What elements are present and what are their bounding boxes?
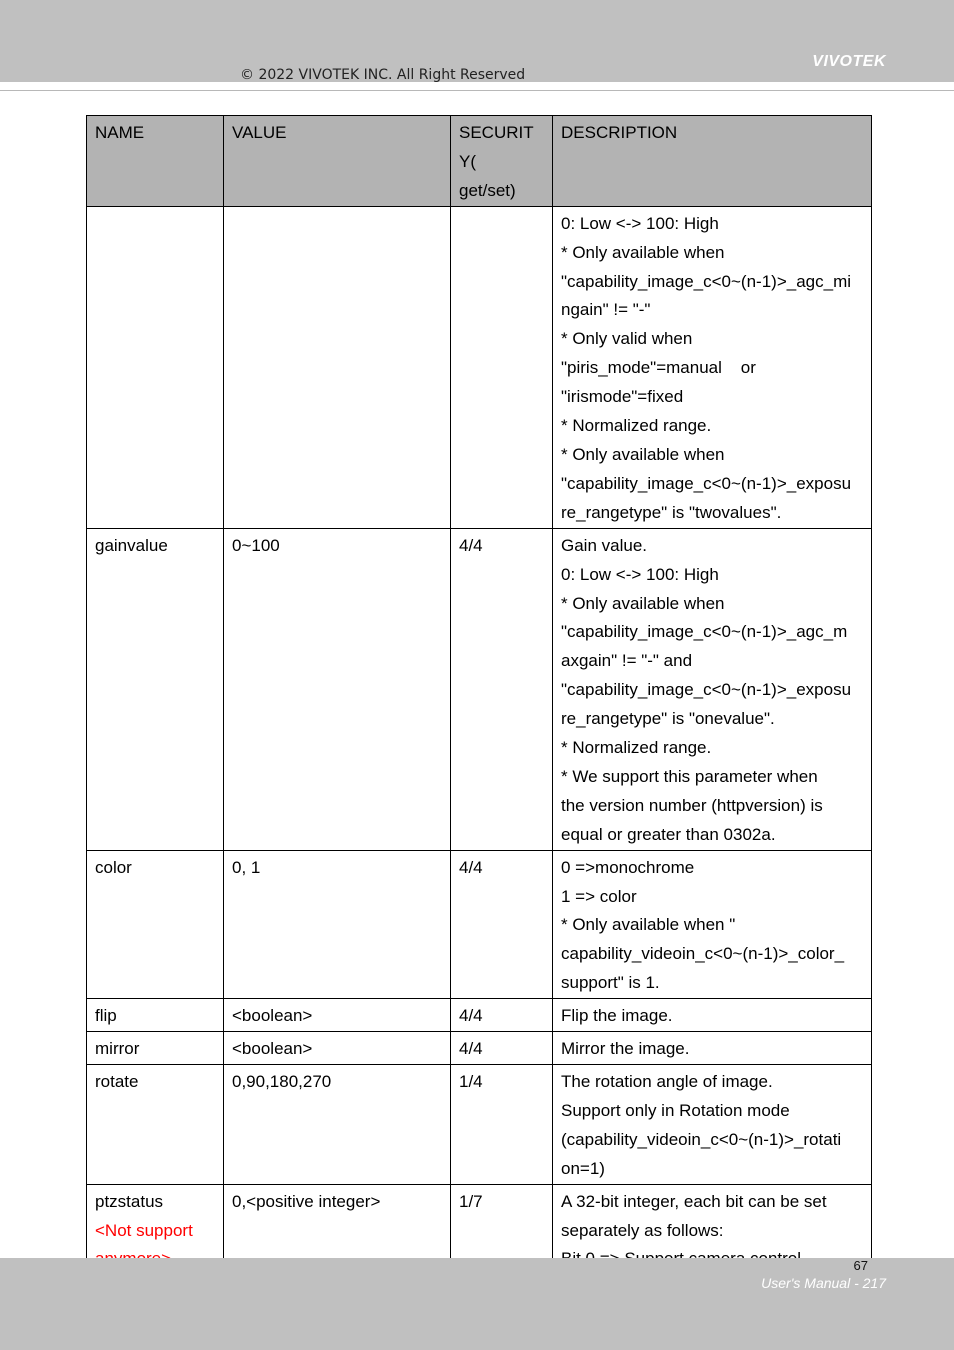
column-header-name: NAME [87,116,224,207]
header-divider [0,90,954,91]
description-line: 0: Low <-> 100: High [561,213,719,233]
cell-security [451,206,553,528]
cell-description [553,528,872,850]
description-line: support" is 1. [561,973,660,993]
parameter-name: ptzstatus [95,1191,164,1211]
cell-description [553,1065,872,1185]
description-line: re_rangetype" is "onevalue". [561,709,775,729]
cell-value: 0, 1 [224,850,451,999]
description-line: The rotation angle of image. [561,1072,773,1091]
cell-security: 4/4 [451,850,553,999]
manual-page-label: User's Manual - 217 [761,1275,886,1291]
column-header-description: DESCRIPTION [553,116,872,207]
column-header-security [451,116,553,207]
copyright-notice: © 2022 VIVOTEK INC. All Right Reserved [240,67,526,83]
description-line: * Only available when [561,242,725,262]
cell-security: 4/4 [451,999,553,1032]
description-line: re_rangetype" is "twovalues". [561,502,782,522]
cell-value: 0~100 [224,528,451,850]
description-line: * Only available when [561,593,725,613]
description-line: capability_videoin_c<0~(n-1)>_color_ [561,944,845,964]
description-line: "capability_image_c<0~(n-1)>_agc_m [561,622,848,642]
table-header-row [87,116,872,207]
description-line: 0 =>monochrome [561,857,695,877]
description-line: * Only valid when [561,329,693,349]
cell-name: flip [87,999,224,1032]
description-line: ngain" != "-" [561,300,651,320]
description-line: "piris_mode"=manual or [561,358,756,378]
footer-band [0,1258,954,1350]
brand-logo: VIVOTEK [812,53,886,70]
table-row [87,1032,872,1065]
column-header-security-line-1: SECURITY( [459,123,534,171]
description-line: on=1) [561,1158,605,1178]
description-line: Mirror the image. [561,1039,690,1059]
deprecated-note: <Not support [95,1220,193,1240]
description-line: * Only available when " [561,915,736,935]
table-row [87,1065,872,1185]
table-row [87,206,872,528]
cell-description [553,206,872,528]
description-line: * Normalized range. [561,738,712,758]
cell-security: 4/4 [451,1032,553,1065]
description-line: * We support this parameter when [561,766,818,786]
cell-security: 1/4 [451,1065,553,1185]
description-line: "irismode"=fixed [561,387,684,407]
table-row [87,850,872,999]
cell-value: <boolean> [224,1032,451,1065]
description-line: "capability_image_c<0~(n-1)>_exposu [561,680,852,700]
cell-name: rotate [87,1065,224,1185]
cell-description [553,850,872,999]
cell-value: 0,<positive integer> [224,1184,451,1275]
cell-name [87,206,224,528]
cell-value: <boolean> [224,999,451,1032]
parameter-table [86,115,872,1275]
description-line: 0: Low <-> 100: High [561,564,719,584]
description-line: A 32-bit integer, each bit can be set [561,1191,827,1211]
cell-security: 4/4 [451,528,553,850]
description-line: the version number (httpversion) is [561,795,823,815]
description-line: * Only available when [561,444,725,464]
description-line: "capability_image_c<0~(n-1)>_exposu [561,473,852,493]
table-row [87,528,872,850]
description-line: Gain value. [561,535,647,555]
cell-name: color [87,850,224,999]
cell-name: mirror [87,1032,224,1065]
description-line: "capability_image_c<0~(n-1)>_agc_mi [561,271,852,291]
cell-security: 1/7 [451,1184,553,1275]
description-line: * Normalized range. [561,416,712,436]
table-row [87,999,872,1032]
description-line: axgain" != "-" and [561,651,693,671]
description-line: equal or greater than 0302a. [561,824,776,844]
description-line: Support only in Rotation mode [561,1100,790,1120]
cell-description [553,999,872,1032]
cell-value: 0,90,180,270 [224,1065,451,1185]
description-line: separately as follows: [561,1220,724,1240]
column-header-security-line-2: get/set) [459,180,516,200]
cell-value [224,206,451,528]
description-line: Flip the image. [561,1006,673,1026]
description-line: (capability_videoin_c<0~(n-1)>_rotati [561,1129,842,1149]
cell-description [553,1032,872,1065]
column-header-value: VALUE [224,116,451,207]
cell-name: gainvalue [87,528,224,850]
description-line: 1 => color [561,886,637,906]
page-number: 67 [853,1258,868,1273]
